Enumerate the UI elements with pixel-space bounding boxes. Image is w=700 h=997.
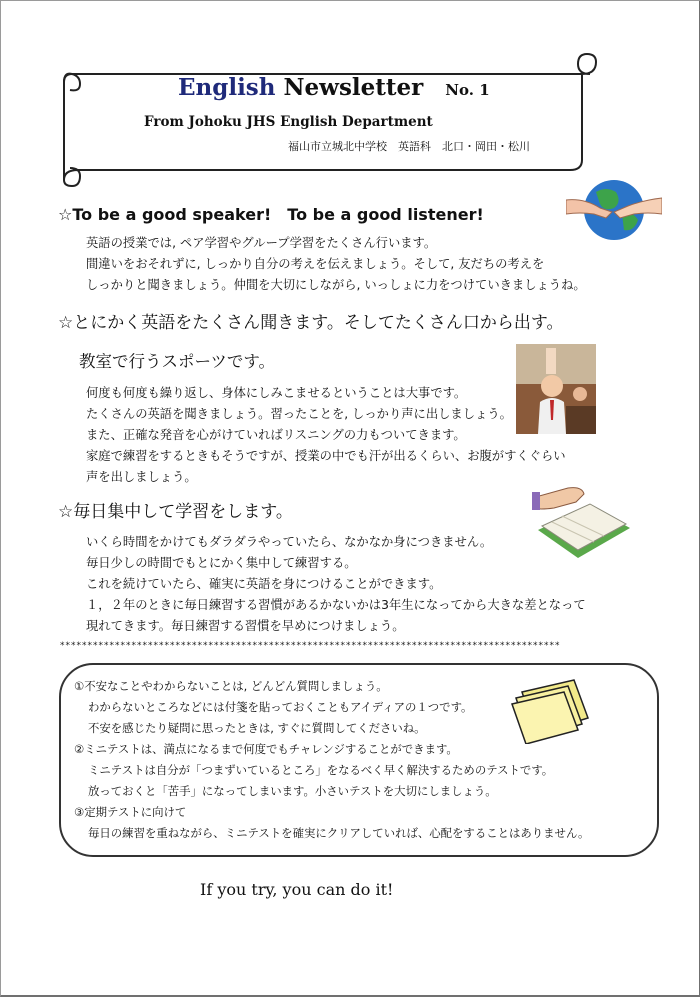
section3-line: これを続けていたら、確実に英語を身につけることができます。 [86,577,442,591]
from-line: From Johoku JHS English Department [144,114,433,130]
tip-line: 毎日の練習を重ねながら、ミニテストを確実にクリアしていれば、心配をすることはありません。 [88,826,590,840]
section2-heading: ☆とにかく英語をたくさん聞きます。そしてたくさん口から出す。 [58,313,564,333]
star-divider: ******************************************************************************************* [60,641,561,651]
section3-line: いくら時間をかけてもダラダラやっていたら、なかなか身につきません。 [86,535,493,549]
section2-line: 何度も何度も繰り返し、身体にしみこませるということは大事です。 [86,386,467,400]
title-newsletter: Newsletter [283,74,424,101]
section1-line: しっかりと聞きましょう。仲間を大切にしながら, いっしょに力をつけていきましょうね。 [86,278,586,292]
section3-heading: ☆毎日集中して学習をします。 [58,502,293,522]
section2-line: 声を出しましょう。 [86,470,197,484]
section3-line: 現れてきます。毎日練習する習慣を早めにつけましょう。 [86,619,405,633]
section2-body [86,383,566,488]
section2-line: また、正確な発音を心がけていればリスニングの力もついてきます。 [86,428,466,442]
tip-line: ②ミニテストは、満点になるまで何度でもチャレンジすることができます。 [74,742,458,756]
section1-line: 間違いをおそれずに, しっかり自分の考えを伝えましょう。そして, 友だちの考えを [86,257,545,271]
section3-line: １，２年のときに毎日練習する習慣があるかないかは3年生になってから大きな差となって [86,598,586,612]
closing-message: If you try, you can do it! [200,880,394,899]
tip-line: ③定期テストに向けて [74,805,187,819]
section1-line: 英語の授業では, ペア学習やグループ学習をたくさん行います。 [86,236,437,250]
tip-line: 放っておくと「苦手」になってしまいます。小さいテストを大切にしましょう。 [88,784,497,798]
title-english: English [178,74,276,101]
tip-line: わからないところなどには付箋を貼っておくこともアイディアの１つです。 [88,700,473,714]
section3-body [86,532,586,637]
tip-line: ①不安なことやわからないことは, どんどん質問しましょう。 [74,679,388,693]
section1-body [86,233,586,296]
section2-line: 家庭で練習をするときもそうですが、授業の中でも汗が出るくらい、お腹がすくぐらい [86,449,566,463]
issue-number: No. 1 [445,81,490,99]
section2-subheading: 教室で行うスポーツです。 [79,352,276,371]
tip-line: 不安を感じたり疑問に思ったときは, すぐに質問してくださいね。 [88,721,426,735]
newsletter-title [178,74,490,101]
section3-line: 毎日少しの時間でもとにかく集中して練習する。 [86,556,357,570]
section1-heading: ☆To be a good speaker! To be a good listener! [58,205,484,224]
section2-line: たくさんの英語を聞きましょう。習ったことを, しっかり声に出しましょう。 [86,407,512,421]
tips-list [74,676,589,844]
school-line: 福山市立城北中学校 英語科 北口・岡田・松川 [288,140,530,153]
tip-line: ミニテストは自分が「つまずいているところ」をなるべく早く解決するためのテストです。 [88,763,554,777]
